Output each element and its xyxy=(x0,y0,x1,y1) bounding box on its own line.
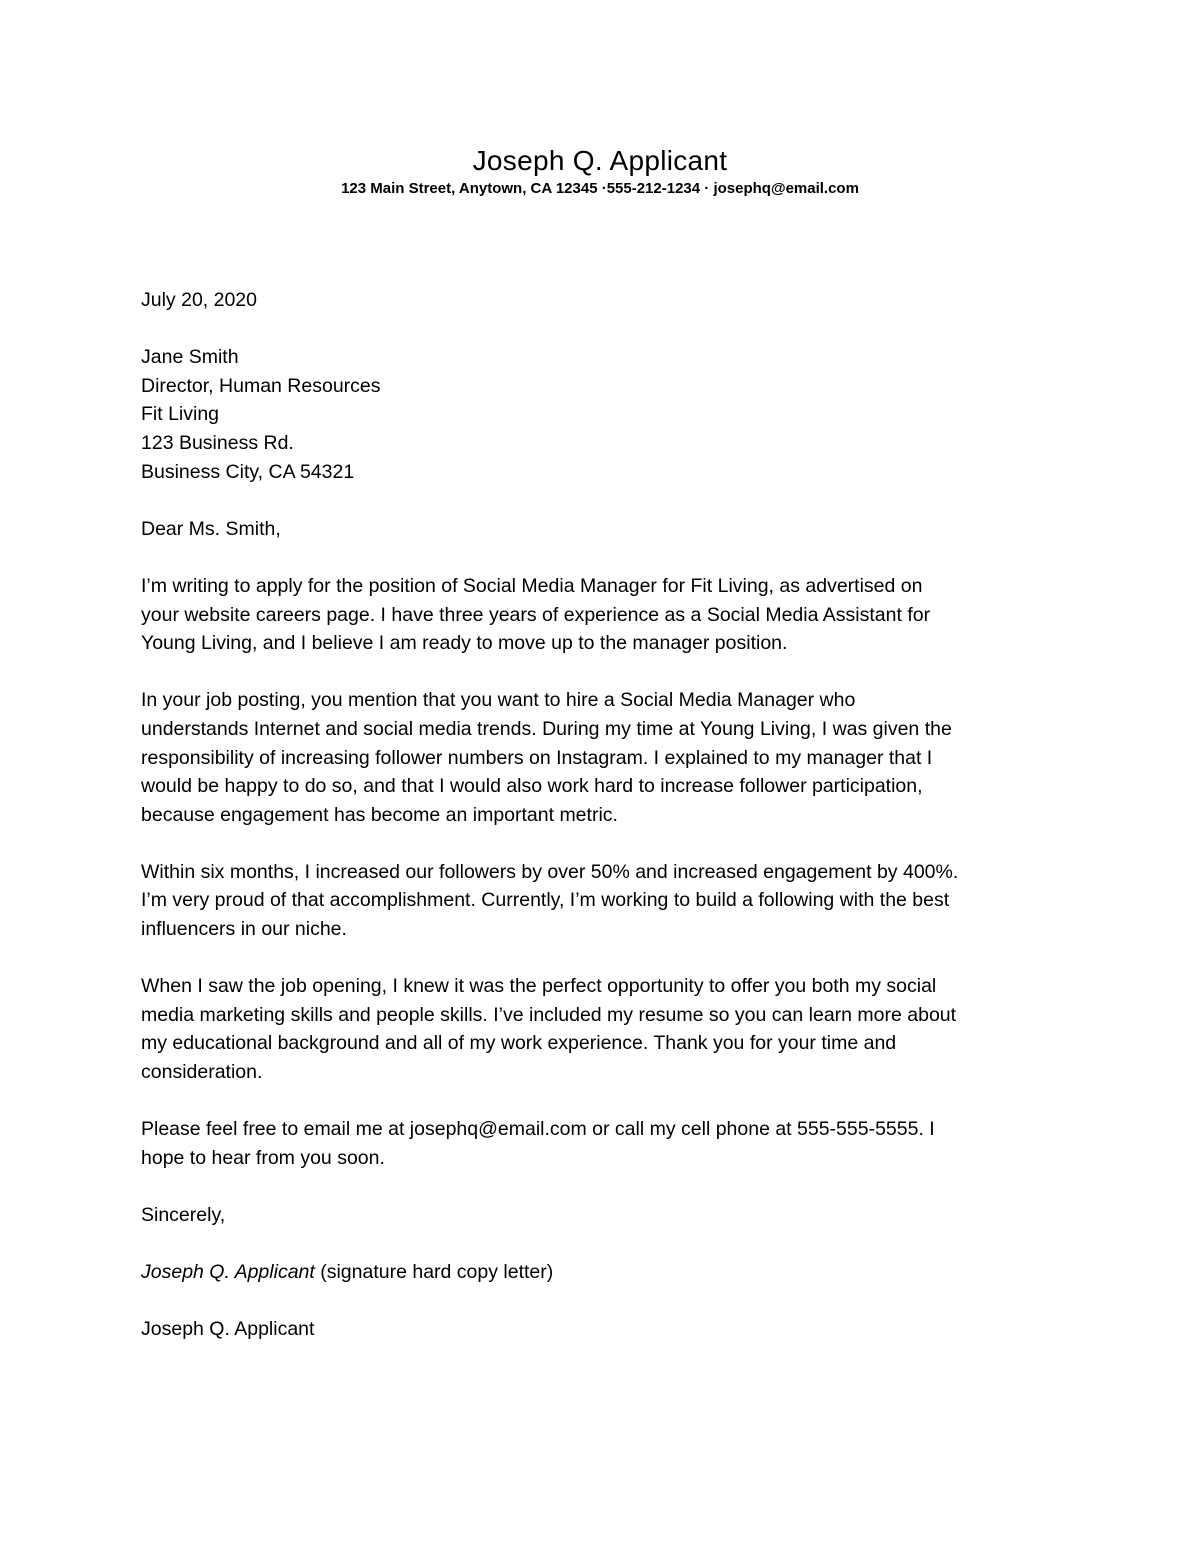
paragraph-1 xyxy=(141,572,1071,658)
paragraph-line: I’m writing to apply for the position of Social Media Manager for Fit Living, as advertised on xyxy=(141,574,923,597)
recipient-company: Fit Living xyxy=(141,403,220,426)
letterhead xyxy=(0,143,1200,199)
closing: Sincerely, xyxy=(141,1204,226,1226)
paragraph-line: influencers in our niche. xyxy=(141,918,347,941)
letter-date: July 20, 2020 xyxy=(141,289,258,311)
contact-line: 123 Main Street, Anytown, CA 12345 ·555-212-1234 · josephq@email.com xyxy=(341,180,859,197)
paragraph-4 xyxy=(141,972,1071,1086)
paragraph-line: Young Living, and I believe I am ready to move up to the manager position. xyxy=(141,632,788,655)
recipient-street: 123 Business Rd. xyxy=(141,431,294,454)
letter-body xyxy=(141,286,1071,1344)
recipient-city: Business City, CA 54321 xyxy=(141,460,355,483)
paragraph-line: Within six months, I increased our followers by over 50% and increased engagement by 400%. xyxy=(141,860,959,883)
recipient-name: Jane Smith xyxy=(141,346,239,369)
recipient-title: Director, Human Resources xyxy=(141,374,381,397)
signature-name: Joseph Q. Applicant xyxy=(141,1261,315,1284)
paragraph-line: I’m very proud of that accomplishment. Currently, I’m working to build a following with the best xyxy=(141,889,950,912)
paragraph-line: responsibility of increasing follower numbers on Instagram. I explained to my manager that I xyxy=(141,746,933,769)
paragraph-line: because engagement has become an important metric. xyxy=(141,803,618,826)
paragraph-line: media marketing skills and people skills. I’ve included my resume so you can learn more about xyxy=(141,1003,957,1026)
applicant-name-heading: Joseph Q. Applicant xyxy=(472,145,728,176)
paragraph-line: hope to hear from you soon. xyxy=(141,1146,385,1169)
paragraph-5 xyxy=(141,1115,1071,1172)
paragraph-line: When I saw the job opening, I knew it was the perfect opportunity to offer you both my social xyxy=(141,975,937,998)
signature-line xyxy=(141,1258,1071,1287)
paragraph-line: Please feel free to email me at josephq@email.com or call my cell phone at 555-555-5555. I xyxy=(141,1118,935,1141)
paragraph-line: your website careers page. I have three years of experience as a Social Media Assistant for xyxy=(141,603,931,626)
paragraph-line: understands Internet and social media trends. During my time at Young Living, I was given the xyxy=(141,717,952,740)
typed-name: Joseph Q. Applicant xyxy=(141,1318,315,1341)
paragraph-2 xyxy=(141,686,1071,829)
paragraph-line: consideration. xyxy=(141,1061,263,1084)
salutation: Dear Ms. Smith, xyxy=(141,517,281,540)
paragraph-line: my educational background and all of my work experience. Thank you for your time and xyxy=(141,1032,897,1055)
recipient-address xyxy=(141,343,1071,486)
signature-note: (signature hard copy letter) xyxy=(314,1261,554,1284)
paragraph-line: In your job posting, you mention that you want to hire a Social Media Manager who xyxy=(141,689,856,712)
paragraph-3 xyxy=(141,858,1071,944)
paragraph-line: would be happy to do so, and that I would also work hard to increase follower participation, xyxy=(141,775,923,798)
